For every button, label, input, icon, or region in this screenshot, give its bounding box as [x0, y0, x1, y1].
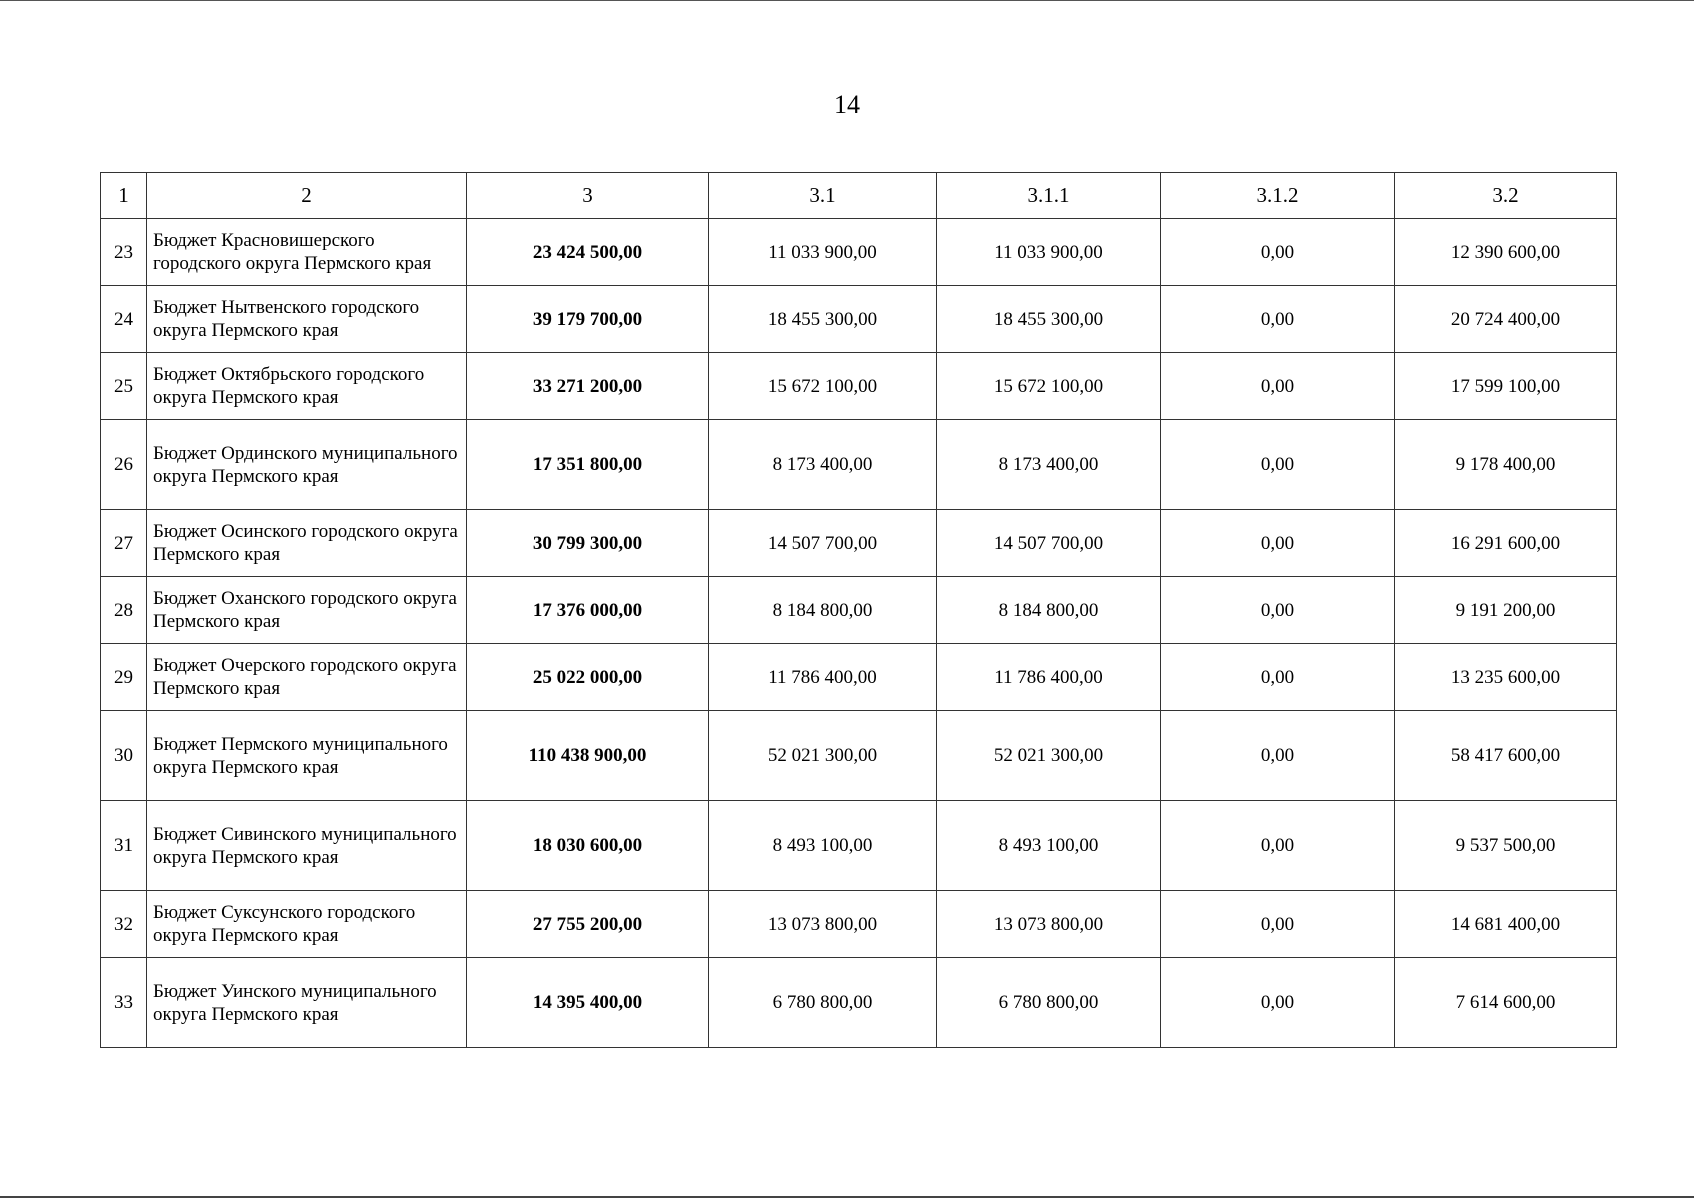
row-number: 25: [101, 353, 147, 420]
row-number: 28: [101, 577, 147, 644]
total-amount: 14 395 400,00: [467, 958, 709, 1048]
amount-3-1-2: 0,00: [1161, 510, 1395, 577]
table-row: [101, 353, 1617, 420]
amount-3-1: 11 033 900,00: [709, 219, 937, 286]
amount-3-1-2: 0,00: [1161, 711, 1395, 801]
amount-3-1-1: 11 786 400,00: [937, 644, 1161, 711]
amount-3-1: 18 455 300,00: [709, 286, 937, 353]
amount-3-2: 9 537 500,00: [1395, 801, 1617, 891]
column-header: 3.1.2: [1161, 173, 1395, 219]
amount-3-2: 7 614 600,00: [1395, 958, 1617, 1048]
row-number: 31: [101, 801, 147, 891]
total-amount: 110 438 900,00: [467, 711, 709, 801]
column-header: 3.1.1: [937, 173, 1161, 219]
amount-3-1-1: 14 507 700,00: [937, 510, 1161, 577]
total-amount: 39 179 700,00: [467, 286, 709, 353]
budget-name: Бюджет Красновишерского городского округа Пермского края: [147, 219, 467, 286]
amount-3-2: 16 291 600,00: [1395, 510, 1617, 577]
column-header: 3: [467, 173, 709, 219]
row-number: 26: [101, 420, 147, 510]
total-amount: 23 424 500,00: [467, 219, 709, 286]
amount-3-2: 12 390 600,00: [1395, 219, 1617, 286]
total-amount: 18 030 600,00: [467, 801, 709, 891]
budget-name: Бюджет Пермского муниципального округа Пермского края: [147, 711, 467, 801]
table-row: [101, 801, 1617, 891]
amount-3-1-2: 0,00: [1161, 891, 1395, 958]
budget-name: Бюджет Очерского городского округа Пермского края: [147, 644, 467, 711]
amount-3-1-2: 0,00: [1161, 286, 1395, 353]
total-amount: 25 022 000,00: [467, 644, 709, 711]
column-header: 3.1: [709, 173, 937, 219]
amount-3-2: 13 235 600,00: [1395, 644, 1617, 711]
budget-name: Бюджет Суксунского городского округа Пермского края: [147, 891, 467, 958]
amount-3-1-1: 18 455 300,00: [937, 286, 1161, 353]
column-header: 2: [147, 173, 467, 219]
table-header-row: [101, 173, 1617, 219]
table-row: [101, 958, 1617, 1048]
column-header: 1: [101, 173, 147, 219]
budget-name: Бюджет Октябрьского городского округа Пермского края: [147, 353, 467, 420]
amount-3-1-2: 0,00: [1161, 420, 1395, 510]
amount-3-1: 11 786 400,00: [709, 644, 937, 711]
row-number: 30: [101, 711, 147, 801]
amount-3-1: 8 173 400,00: [709, 420, 937, 510]
amount-3-1: 15 672 100,00: [709, 353, 937, 420]
amount-3-2: 14 681 400,00: [1395, 891, 1617, 958]
table-row: [101, 219, 1617, 286]
page-bottom-edge: [0, 1196, 1694, 1199]
total-amount: 33 271 200,00: [467, 353, 709, 420]
amount-3-1-2: 0,00: [1161, 219, 1395, 286]
budget-name: Бюджет Осинского городского округа Пермского края: [147, 510, 467, 577]
amount-3-2: 17 599 100,00: [1395, 353, 1617, 420]
row-number: 27: [101, 510, 147, 577]
total-amount: 17 376 000,00: [467, 577, 709, 644]
budget-name: Бюджет Сивинского муниципального округа Пермского края: [147, 801, 467, 891]
amount-3-1: 8 493 100,00: [709, 801, 937, 891]
budget-name: Бюджет Ординского муниципального округа Пермского края: [147, 420, 467, 510]
page-top-edge: [0, 0, 1694, 2]
row-number: 32: [101, 891, 147, 958]
amount-3-1-1: 8 493 100,00: [937, 801, 1161, 891]
amount-3-1: 8 184 800,00: [709, 577, 937, 644]
budget-name: Бюджет Оханского городского округа Пермского края: [147, 577, 467, 644]
amount-3-1-1: 13 073 800,00: [937, 891, 1161, 958]
amount-3-2: 20 724 400,00: [1395, 286, 1617, 353]
amount-3-1: 13 073 800,00: [709, 891, 937, 958]
amount-3-1-2: 0,00: [1161, 644, 1395, 711]
table-row: [101, 510, 1617, 577]
amount-3-1-1: 52 021 300,00: [937, 711, 1161, 801]
table-row: [101, 891, 1617, 958]
amount-3-1-1: 6 780 800,00: [937, 958, 1161, 1048]
amount-3-1-1: 11 033 900,00: [937, 219, 1161, 286]
amount-3-1-1: 8 184 800,00: [937, 577, 1161, 644]
table-row: [101, 644, 1617, 711]
table-row: [101, 420, 1617, 510]
amount-3-2: 58 417 600,00: [1395, 711, 1617, 801]
total-amount: 17 351 800,00: [467, 420, 709, 510]
amount-3-1-2: 0,00: [1161, 577, 1395, 644]
amount-3-1-2: 0,00: [1161, 958, 1395, 1048]
amount-3-1: 14 507 700,00: [709, 510, 937, 577]
row-number: 33: [101, 958, 147, 1048]
table-row: [101, 711, 1617, 801]
amount-3-1-2: 0,00: [1161, 801, 1395, 891]
amount-3-1-1: 15 672 100,00: [937, 353, 1161, 420]
amount-3-2: 9 178 400,00: [1395, 420, 1617, 510]
table-row: [101, 577, 1617, 644]
amount-3-1: 6 780 800,00: [709, 958, 937, 1048]
row-number: 23: [101, 219, 147, 286]
row-number: 29: [101, 644, 147, 711]
total-amount: 30 799 300,00: [467, 510, 709, 577]
amount-3-1-1: 8 173 400,00: [937, 420, 1161, 510]
row-number: 24: [101, 286, 147, 353]
page-number: 14: [834, 90, 860, 119]
amount-3-1: 52 021 300,00: [709, 711, 937, 801]
amount-3-2: 9 191 200,00: [1395, 577, 1617, 644]
budget-name: Бюджет Нытвенского городского округа Пермского края: [147, 286, 467, 353]
amount-3-1-2: 0,00: [1161, 353, 1395, 420]
column-header: 3.2: [1395, 173, 1617, 219]
table-row: [101, 286, 1617, 353]
total-amount: 27 755 200,00: [467, 891, 709, 958]
budget-name: Бюджет Уинского муниципального округа Пермского края: [147, 958, 467, 1048]
budget-table: [100, 172, 1617, 1048]
